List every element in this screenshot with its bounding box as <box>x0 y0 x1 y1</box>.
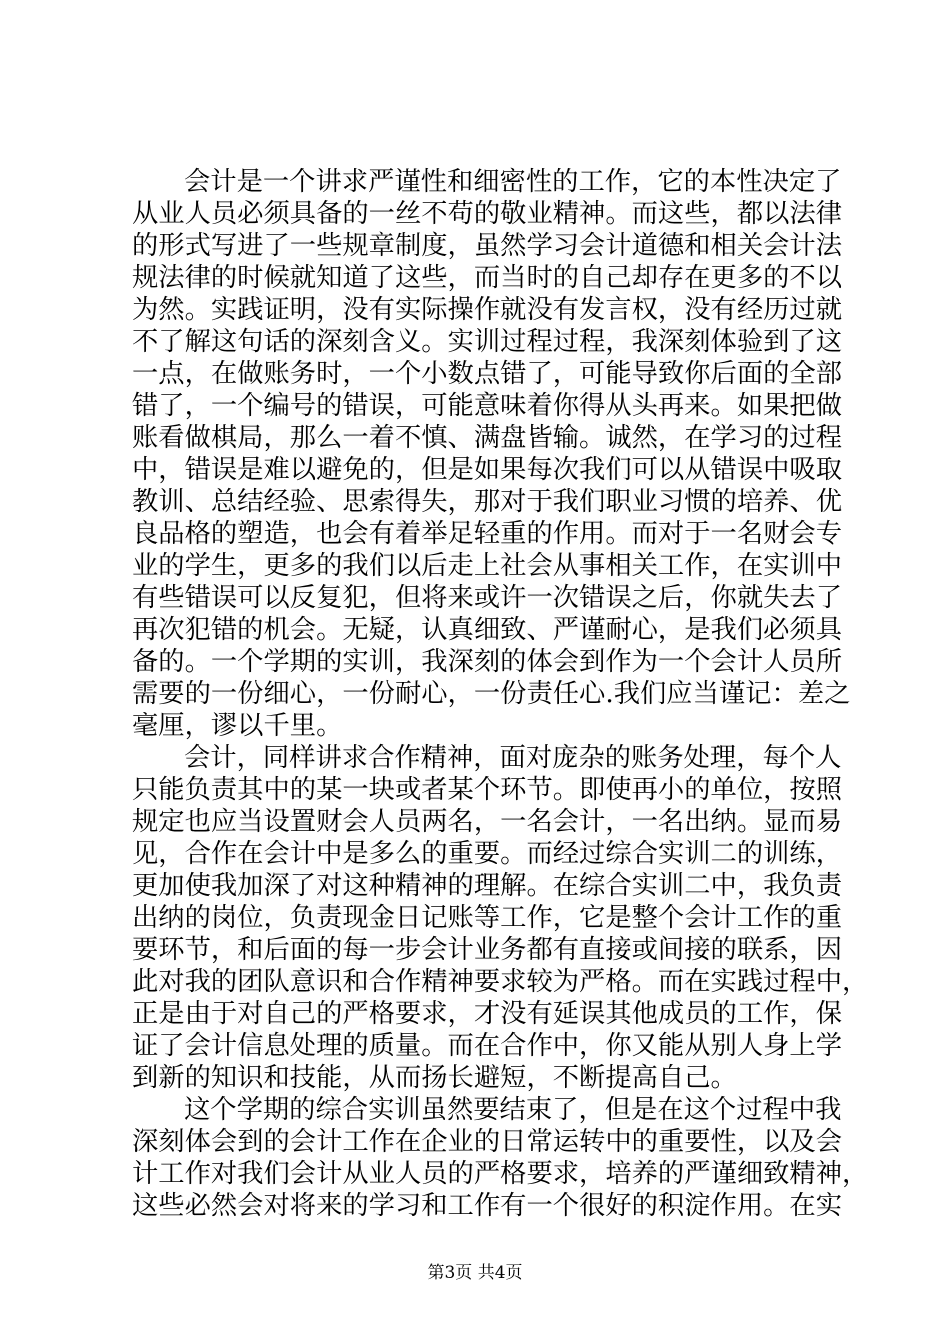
text-line: 教训、总结经验、思索得失，那对于我们职业习惯的培养、优 <box>132 487 843 517</box>
text-line: 规定也应当设置财会人员两名，一名会计，一名出纳。显而易 <box>132 807 843 837</box>
text-line: 见，合作在会计中是多么的重要。而经过综合实训二的训练， <box>132 839 843 869</box>
text-line: 备的。一个学期的实训，我深刻的体会到作为一个会计人员所 <box>132 647 843 677</box>
body-text <box>132 166 869 1222</box>
page-footer: 第3页 共4页 <box>427 1263 523 1283</box>
text-line: 错了，一个编号的错误，可能意味着你得从头再来。如果把做 <box>132 391 843 421</box>
text-line: 业的学生，更多的我们以后走上社会从事相关工作，在实训中 <box>132 551 843 581</box>
text-line: 只能负责其中的某一块或者某个环节。即使再小的单位，按照 <box>132 775 843 805</box>
text-line: 账看做棋局，那么一着不慎、满盘皆输。诚然，在学习的过程 <box>132 423 843 453</box>
text-line: 有些错误可以反复犯，但将来或许一次错误之后，你就失去了 <box>132 583 843 613</box>
text-line: 为然。实践证明，没有实际操作就没有发言权，没有经历过就 <box>132 295 843 325</box>
text-line: 需要的一份细心，一份耐心，一份责任心.我们应当谨记：差之 <box>132 679 851 709</box>
text-line: 一点，在做账务时，一个小数点错了，可能导致你后面的全部 <box>132 359 843 389</box>
text-line: 这些必然会对将来的学习和工作有一个很好的积淀作用。在实 <box>132 1191 843 1221</box>
text-line: 会计，同样讲求合作精神，面对庞杂的账务处理，每个人 <box>184 743 842 773</box>
text-line: 正是由于对自己的严格要求，才没有延误其他成员的工作，保 <box>132 999 843 1029</box>
text-line: 会计是一个讲求严谨性和细密性的工作，它的本性决定了 <box>184 167 842 197</box>
text-line: 良品格的塑造，也会有着举足轻重的作用。而对于一名财会专 <box>132 519 843 549</box>
text-line: 不了解这句话的深刻含义。实训过程过程，我深刻体验到了这 <box>132 327 843 357</box>
text-line: 更加使我加深了对这种精神的理解。在综合实训二中，我负责 <box>132 871 843 901</box>
text-line: 出纳的岗位，负责现金日记账等工作，它是整个会计工作的重 <box>132 903 843 933</box>
text-line: 再次犯错的机会。无疑，认真细致、严谨耐心，是我们必须具 <box>132 615 843 645</box>
text-line: 深刻体会到的会计工作在企业的日常运转中的重要性，以及会 <box>132 1127 843 1157</box>
text-line: 从业人员必须具备的一丝不苟的敬业精神。而这些，都以法律 <box>132 199 843 229</box>
text-line: 此对我的团队意识和合作精神要求较为严格。而在实践过程中， <box>132 967 869 997</box>
text-line: 毫厘，谬以千里。 <box>132 711 343 741</box>
text-line: 的形式写进了一些规章制度，虽然学习会计道德和相关会计法 <box>132 231 843 261</box>
text-line: 证了会计信息处理的质量。而在合作中，你又能从别人身上学 <box>132 1031 843 1061</box>
text-line: 规法律的时候就知道了这些，而当时的自己却存在更多的不以 <box>132 263 843 293</box>
text-line: 要环节，和后面的每一步会计业务都有直接或间接的联系，因 <box>132 935 843 965</box>
text-line: 这个学期的综合实训虽然要结束了，但是在这个过程中我 <box>184 1095 842 1125</box>
text-line: 到新的知识和技能，从而扬长避短，不断提高自己。 <box>132 1063 737 1093</box>
text-line: 计工作对我们会计从业人员的严格要求，培养的严谨细致精神， <box>132 1159 869 1189</box>
text-line: 中，错误是难以避免的，但是如果每次我们可以从错误中吸取 <box>132 455 843 485</box>
